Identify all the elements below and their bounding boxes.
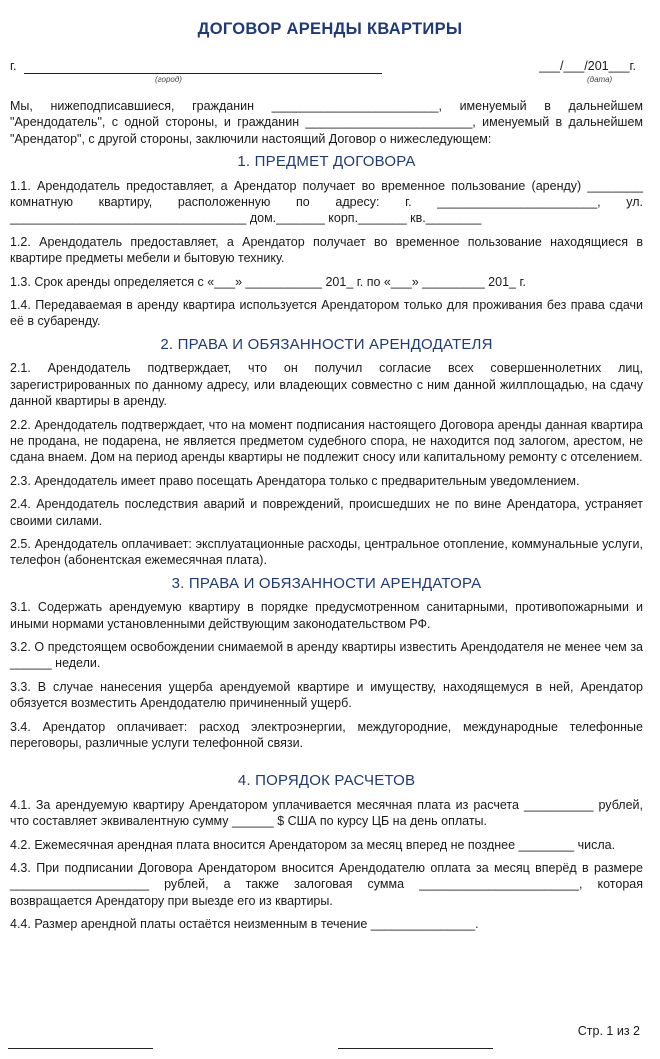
clause: 3.3. В случае нанесения ущерба арендуемой квартире и имуществу, находящемуся в ней, Арендатор обязуется возместить Арендодателю причиненный ущерб.	[10, 679, 643, 711]
clause: 4.4. Размер арендной платы остаётся неизменным в течение _______________.	[10, 917, 479, 932]
clause: 1.4. Передаваемая в аренду квартира используется Арендатором только для проживания без права сдачи её в субаренду.	[10, 298, 643, 329]
clause: 3.1. Содержать арендуемую квартиру в порядке предусмотренном санитарными, противопожарными и иными нормами установленными действующим законодательством РФ.	[10, 600, 643, 631]
clause: 2.1. Арендодатель подтверждает, что он получил согласие всех совершеннолетних лиц, зарегистрированных по данному адресу, или владеющих совместно с ним данной жилплощадью, на сдачу данной квартиры в аренду.	[10, 361, 643, 409]
clause: 1.2. Арендодатель предоставляет, а Арендатор получает во временное пользование находящиеся в квартире предметы мебели и бытовую технику.	[10, 234, 643, 266]
signature-line-lessee	[338, 1048, 493, 1049]
page-number: Стр. 1 из 2	[577, 1024, 640, 1038]
intro-paragraph: Мы, нижеподписавшиеся, гражданин ________________________, именуемый в дальнейшем "Арендодатель", с одной стороны, и гражданин ________________________, именуемый в дальнейшем "Арендатор", с другой стороны, заключили настоящий Договор о нижеследующем:	[10, 99, 643, 146]
section-title: 2. ПРАВА И ОБЯЗАННОСТИ АРЕНДОДАТЕЛЯ	[160, 335, 493, 353]
date-field: ___/___/201___г.	[539, 59, 636, 73]
city-caption: (город)	[155, 75, 182, 84]
clause: 2.5. Арендодатель оплачивает: эксплуатационные расходы, центральное отопление, коммунальные услуги, телефон (абонентская ежемесячная плата).	[10, 536, 643, 568]
city-date-line	[10, 59, 642, 89]
section-title: 3. ПРАВА И ОБЯЗАННОСТИ АРЕНДАТОРА	[171, 574, 482, 592]
signature-line-lessor	[8, 1048, 153, 1049]
city-blank-line	[24, 73, 382, 74]
clause: 3.2. О предстоящем освобождении снимаемой в аренду квартиры известить Арендодателя не менее чем за ______ недели.	[10, 639, 643, 671]
clause: 3.4. Арендатор оплачивает: расход электроэнергии, междугородние, международные телефонные переговоры, различные услуги телефонной связи.	[10, 719, 643, 750]
section-title: 4. ПОРЯДОК РАСЧЕТОВ	[237, 772, 416, 790]
city-prefix: г.	[10, 59, 17, 73]
clause: 1.3. Срок аренды определяется с «___» ___________ 201_ г. по «___» _________ 201_ г.	[10, 274, 526, 289]
date-caption: (дата)	[587, 75, 613, 84]
clause: 2.4. Арендодатель последствия аварий и повреждений, происшедших не по вине Арендатора, устраняет своими силами.	[10, 497, 643, 528]
page-footer	[0, 1022, 660, 1059]
contract-body	[10, 98, 643, 940]
clause: 4.3. При подписании Договора Арендатором вносится Арендодателю оплата за месяц вперёд в размере ____________________ рублей, а также залоговая сумма _______________________, которая возвращается Арендатору при выезде его из квартиры.	[10, 861, 643, 908]
clause: 1.1. Арендодатель предоставляет, а Арендатор получает во временное пользование (аренду) ________ комнатную квартиру, расположенную по адресу: г. _______________________, ул. __________________________________ дом._______ корп._______ кв.________	[10, 178, 643, 226]
clause: 4.2. Ежемесячная арендная плата вносится Арендатором за месяц вперед не позднее ________ числа.	[10, 837, 616, 852]
clause: 4.1. За арендуемую квартиру Арендатором уплачивается месячная плата из расчета __________ рублей, что составляет эквивалентную сумму ______ $ США по курсу ЦБ на день оплаты.	[10, 797, 643, 829]
document-title: ДОГОВОР АРЕНДЫ КВАРТИРЫ	[197, 20, 463, 38]
clause: 2.2. Арендодатель подтверждает, что на момент подписания настоящего Договора аренды данная квартира не продана, не подарена, не является предметом судебного спора, не находится под залогом, арестом, не сдана внаем. Дом на период аренды квартиры не подлежит сносу или капитальному ремонту с отселением.	[10, 417, 643, 465]
clause: 2.3. Арендодатель имеет право посещать Арендатора только с предварительным уведомлением.	[10, 473, 580, 488]
section-title: 1. ПРЕДМЕТ ДОГОВОРА	[237, 153, 416, 171]
